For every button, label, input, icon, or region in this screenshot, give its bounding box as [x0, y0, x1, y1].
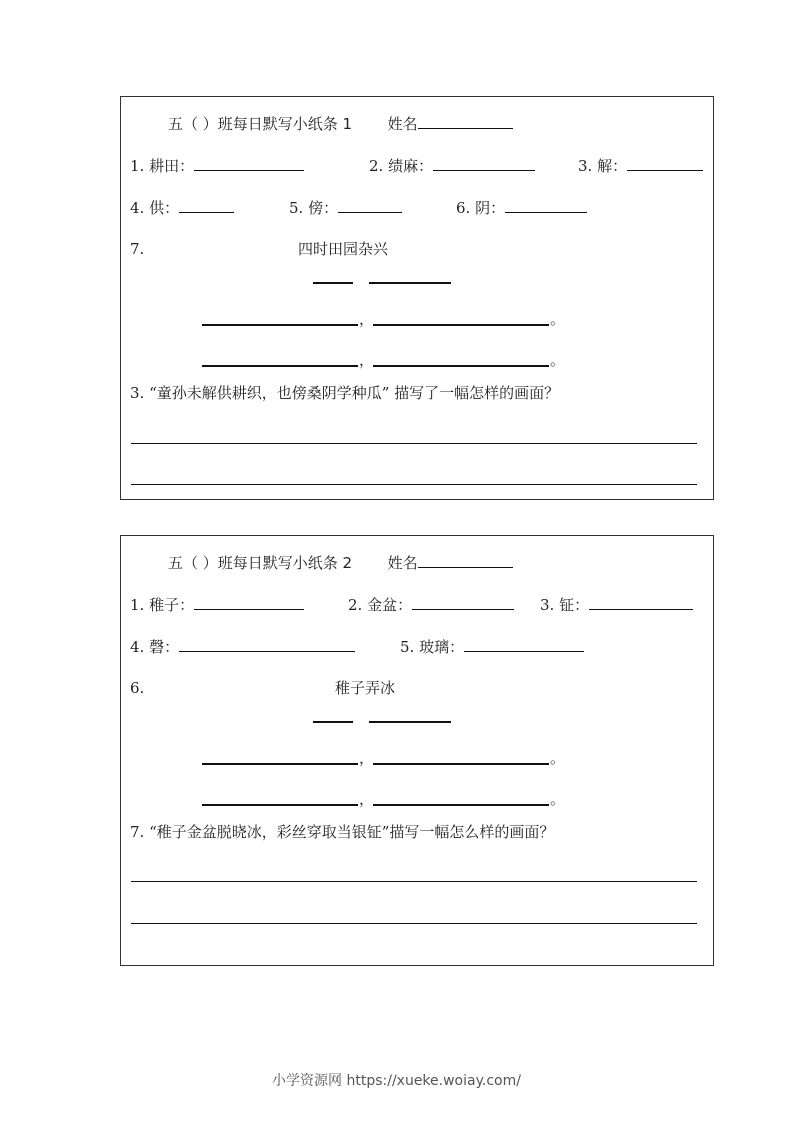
- word-item-3: [540, 594, 693, 615]
- author-blank[interactable]: [369, 267, 451, 284]
- word-item-2: [348, 594, 514, 615]
- answer-blank[interactable]: [505, 197, 587, 213]
- slip-header: [168, 552, 713, 573]
- poem-heading: [130, 239, 713, 259]
- name-blank[interactable]: [418, 552, 513, 568]
- answer-blank[interactable]: [589, 594, 693, 610]
- word-item-6: [456, 197, 587, 218]
- dictation-slip-1: [120, 96, 714, 500]
- word-item-3: [578, 155, 703, 176]
- question: 7. “稚子金盆脱晓冰，彩丝穿取当银钲”描写一幅怎么样的画面？: [130, 823, 555, 841]
- name-blank[interactable]: [418, 113, 513, 129]
- verse-blank[interactable]: [373, 309, 549, 326]
- answer-blank[interactable]: [194, 155, 304, 171]
- poem-title: 稚子弄冰: [335, 679, 396, 697]
- verse-blank[interactable]: [373, 350, 549, 367]
- word-label: 4. 磬：: [130, 638, 180, 656]
- answer-blank[interactable]: [179, 197, 234, 213]
- name-label: 姓名: [387, 554, 418, 572]
- poem-number: 6.: [130, 679, 145, 697]
- question: 3. “童孙未解供耕织，也傍桑阴学种瓜” 描写了一幅怎样的画面？: [130, 384, 560, 402]
- answer-blank[interactable]: [194, 594, 304, 610]
- word-item-4: [130, 197, 234, 218]
- answer-blank[interactable]: [627, 155, 703, 171]
- period: 。: [550, 790, 566, 808]
- author-blank[interactable]: [369, 706, 451, 723]
- period: 。: [550, 310, 566, 328]
- answer-line-2[interactable]: [131, 484, 697, 485]
- slip-title: 五（ ）班每日默写小纸条 2: [168, 554, 353, 572]
- answer-line-2[interactable]: [131, 923, 697, 924]
- verse-blank[interactable]: [202, 748, 358, 765]
- answer-blank[interactable]: [179, 636, 355, 652]
- word-item-2: [369, 155, 535, 176]
- word-label: 5. 傍：: [289, 199, 339, 217]
- word-label: 5. 玻璃：: [400, 638, 465, 656]
- verse-blank[interactable]: [202, 350, 358, 367]
- word-label: 1. 稚子：: [130, 596, 195, 614]
- period: 。: [550, 749, 566, 767]
- comma: ，: [359, 351, 375, 369]
- poem-title: 四时田园杂兴: [298, 240, 389, 258]
- word-label: 2. 绩麻：: [369, 157, 434, 175]
- answer-blank[interactable]: [464, 636, 584, 652]
- poem-number: 7.: [130, 240, 145, 258]
- word-label: 3. 解：: [578, 157, 628, 175]
- word-item-1: [130, 155, 304, 176]
- word-label: 3. 钲：: [540, 596, 590, 614]
- word-label: 4. 供：: [130, 199, 180, 217]
- comma: ，: [359, 749, 375, 767]
- footer-watermark: 小学资源网 https://xueke.woiay.com/: [272, 1073, 521, 1089]
- word-label: 2. 金盆：: [348, 596, 413, 614]
- word-item-4: [130, 636, 355, 657]
- answer-line-1[interactable]: [131, 881, 697, 882]
- dynasty-blank[interactable]: [313, 267, 353, 284]
- dictation-slip-2: [120, 535, 714, 966]
- verse-blank[interactable]: [202, 309, 358, 326]
- word-item-1: [130, 594, 304, 615]
- slip-title: 五（ ）班每日默写小纸条 1: [168, 115, 353, 133]
- answer-line-1[interactable]: [131, 443, 697, 444]
- word-item-5: [400, 636, 584, 657]
- comma: ，: [359, 790, 375, 808]
- period: 。: [550, 351, 566, 369]
- verse-blank[interactable]: [373, 789, 549, 806]
- word-label: 6. 阴：: [456, 199, 506, 217]
- comma: ，: [359, 310, 375, 328]
- name-label: 姓名: [387, 115, 418, 133]
- word-label: 1. 耕田：: [130, 157, 195, 175]
- poem-heading: [130, 678, 713, 698]
- answer-blank[interactable]: [433, 155, 535, 171]
- verse-blank[interactable]: [202, 789, 358, 806]
- answer-blank[interactable]: [338, 197, 402, 213]
- answer-blank[interactable]: [412, 594, 514, 610]
- word-item-5: [289, 197, 402, 218]
- verse-blank[interactable]: [373, 748, 549, 765]
- slip-header: [168, 113, 713, 134]
- dynasty-blank[interactable]: [313, 706, 353, 723]
